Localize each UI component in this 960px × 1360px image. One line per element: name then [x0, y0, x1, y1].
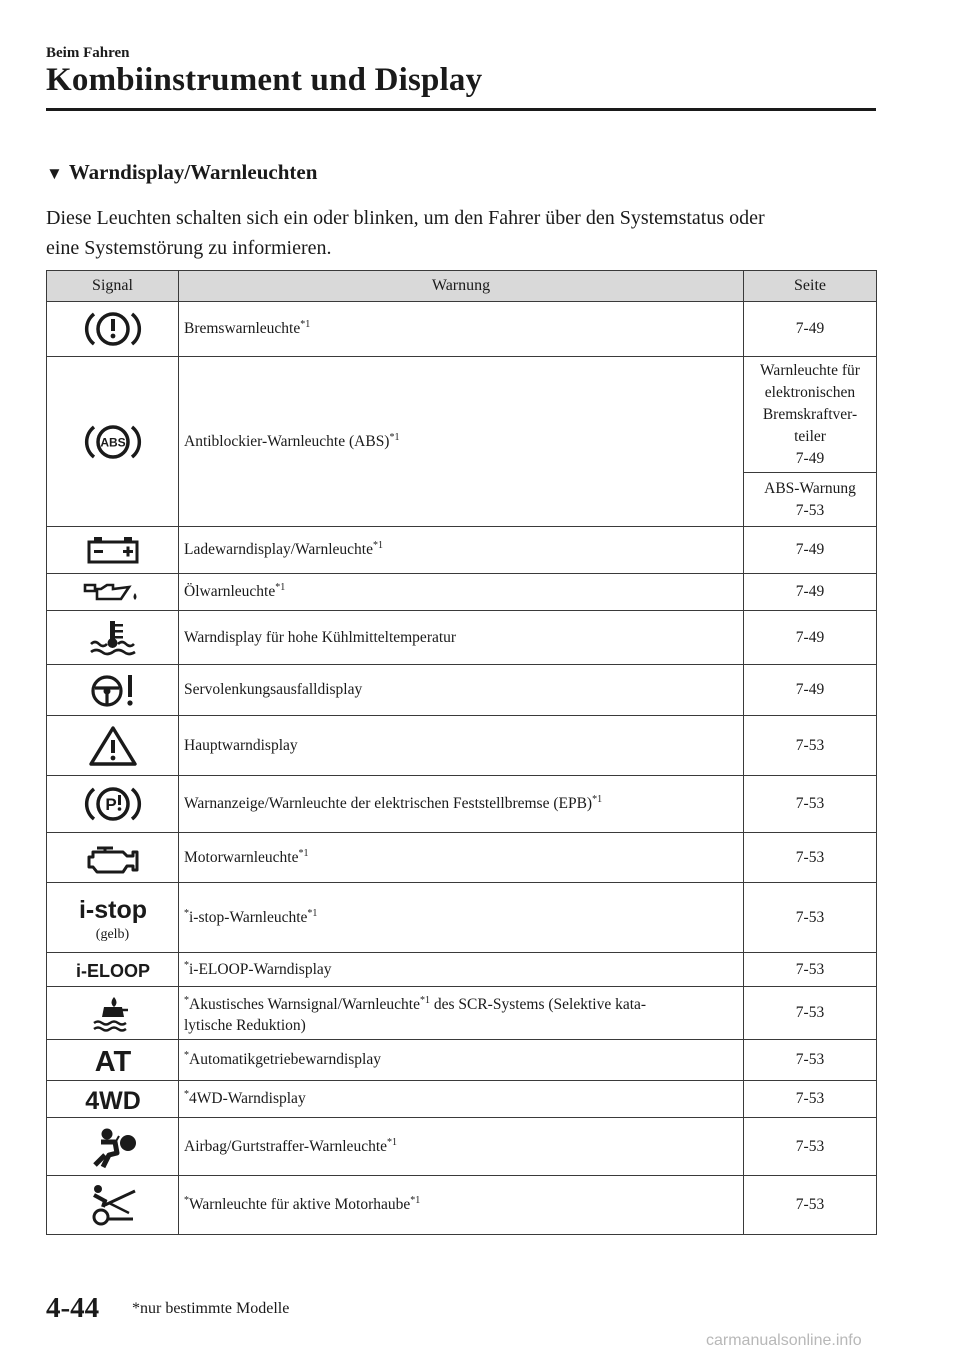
table-row	[47, 1081, 877, 1118]
signal-cell	[47, 1118, 179, 1176]
signal-cell	[47, 574, 179, 611]
svg-text:ABS: ABS	[99, 435, 126, 449]
page-cell: 7-53	[744, 1040, 877, 1081]
signal-cell	[47, 1176, 179, 1235]
page-cell: 7-53	[744, 1081, 877, 1118]
icon-caption: (gelb)	[95, 926, 130, 942]
table-row	[47, 883, 877, 953]
page-cell: 7-49	[744, 527, 877, 574]
warning-cell: Warnanzeige/Warnleuchte der elektrischen Feststellbremse (EPB)$^{*1}$	[179, 776, 744, 833]
intro-line-2: eine Systemstörung zu informieren.	[46, 237, 332, 259]
warning-cell: *i-ELOOP-Warndisplay	[179, 953, 744, 987]
table-row	[47, 527, 877, 574]
oil-warning-icon	[81, 579, 145, 605]
signal-cell	[47, 302, 179, 357]
table-row	[47, 716, 877, 776]
power-steering-icon	[83, 670, 143, 710]
header-page: Seite	[744, 271, 877, 302]
table-row	[47, 776, 877, 833]
page-cell: 7-53	[744, 833, 877, 883]
signal-cell	[47, 527, 179, 574]
warning-cell: Ladewarndisplay/Warnleuchte$^{*1}$	[179, 527, 744, 574]
page-cell: 7-53	[744, 953, 877, 987]
warning-cell: *Akustisches Warnsignal/Warnleuchte$^{*1}$ des SCR-Systems (Selektive kata- lytische Reduktion)	[179, 987, 744, 1040]
page-cell: 7-53	[744, 883, 877, 953]
page-cell: ABS-Warnung 7-53	[744, 473, 877, 527]
warning-cell: Servolenkungsausfalldisplay	[179, 665, 744, 716]
brake-warning-icon	[82, 309, 144, 349]
signal-cell	[47, 987, 179, 1040]
coolant-temperature-icon	[85, 618, 141, 658]
page-cell: 7-49	[744, 665, 877, 716]
signal-cell	[47, 665, 179, 716]
header-warning: Warnung	[179, 271, 744, 302]
warning-cell: Antiblockier-Warnleuchte (ABS)$^{*1}$	[179, 357, 744, 527]
page-cell: Warnleuchte für elektronischen Bremskraftver- teiler 7-49	[744, 357, 877, 473]
page-cell: 7-53	[744, 1118, 877, 1176]
table-row	[47, 833, 877, 883]
svg-text:4WD: 4WD	[84, 1087, 141, 1114]
intro-line-1: Diese Leuchten schalten sich ein oder blinken, um den Fahrer über den Systemstatus oder	[46, 207, 765, 229]
warning-cell: Warndisplay für hohe Kühlmitteltemperatur	[179, 611, 744, 665]
airbag-warning-icon	[85, 1125, 141, 1169]
warning-cell: *Automatikgetriebewarndisplay	[179, 1040, 744, 1081]
title-rule	[46, 108, 876, 111]
svg-text:AT: AT	[94, 1046, 131, 1076]
signal-cell	[47, 1040, 179, 1081]
warning-cell: Motorwarnleuchte$^{*1}$	[179, 833, 744, 883]
scr-warning-icon	[88, 993, 138, 1033]
table-row	[47, 1176, 877, 1235]
table-row	[47, 574, 877, 611]
warning-table	[46, 270, 877, 1235]
4wd-warning-icon	[76, 1084, 150, 1114]
triangle-down-icon: ▼	[46, 164, 63, 183]
table-row	[47, 302, 877, 357]
signal-cell	[47, 953, 179, 987]
master-warning-icon	[87, 724, 139, 768]
table-header-row	[47, 271, 877, 302]
subheading	[46, 160, 317, 185]
at-warning-icon	[83, 1044, 143, 1076]
table-row	[47, 665, 877, 716]
warning-cell: Bremswarnleuchte$^{*1}$	[179, 302, 744, 357]
signal-cell	[47, 611, 179, 665]
engine-warning-icon	[83, 840, 143, 876]
warning-cell: Ölwarnleuchte$^{*1}$	[179, 574, 744, 611]
header-signal: Signal	[47, 271, 179, 302]
table-row	[47, 1118, 877, 1176]
table-row	[47, 953, 877, 987]
table-row	[47, 987, 877, 1040]
page-cell: 7-49	[744, 611, 877, 665]
page-cell: 7-49	[744, 302, 877, 357]
signal-cell	[47, 1081, 179, 1118]
warning-cell: *i-stop-Warnleuchte$^{*1}$	[179, 883, 744, 953]
ieloop-warning-icon	[76, 957, 150, 983]
watermark: carmanualsonline.info	[706, 1332, 862, 1349]
signal-cell	[47, 883, 179, 953]
epb-warning-icon	[82, 783, 144, 825]
abs-warning-icon	[82, 422, 144, 462]
page-cell: 7-53	[744, 776, 877, 833]
active-bonnet-icon	[85, 1183, 141, 1227]
intro-paragraph	[46, 203, 876, 263]
page-cell: 7-53	[744, 1176, 877, 1235]
svg-text:i-stop: i-stop	[78, 895, 147, 924]
table-row	[47, 357, 877, 473]
section-label: Beim Fahren	[46, 45, 130, 61]
battery-charge-icon	[85, 535, 141, 565]
istop-warning-icon	[78, 893, 148, 925]
signal-cell	[47, 776, 179, 833]
signal-cell	[47, 357, 179, 527]
warning-cell: *4WD-Warndisplay	[179, 1081, 744, 1118]
footnote: *nur bestimmte Modelle	[132, 1300, 290, 1317]
svg-text:P: P	[104, 795, 117, 814]
page-title: Kombiinstrument und Display	[46, 62, 483, 98]
subheading-text: Warndisplay/Warnleuchten	[68, 160, 318, 184]
page-number: 4-44	[46, 1292, 100, 1324]
warning-cell: Airbag/Gurtstraffer-Warnleuchte$^{*1}$	[179, 1118, 744, 1176]
table-row	[47, 1040, 877, 1081]
signal-cell	[47, 833, 179, 883]
table-row	[47, 611, 877, 665]
signal-cell	[47, 716, 179, 776]
page-cell: 7-49	[744, 574, 877, 611]
page-cell: 7-53	[744, 987, 877, 1040]
warning-cell: *Warnleuchte für aktive Motorhaube$^{*1}$	[179, 1176, 744, 1235]
svg-text:i-ELOOP: i-ELOOP	[75, 960, 150, 981]
warning-cell: Hauptwarndisplay	[179, 716, 744, 776]
page-cell: 7-53	[744, 716, 877, 776]
